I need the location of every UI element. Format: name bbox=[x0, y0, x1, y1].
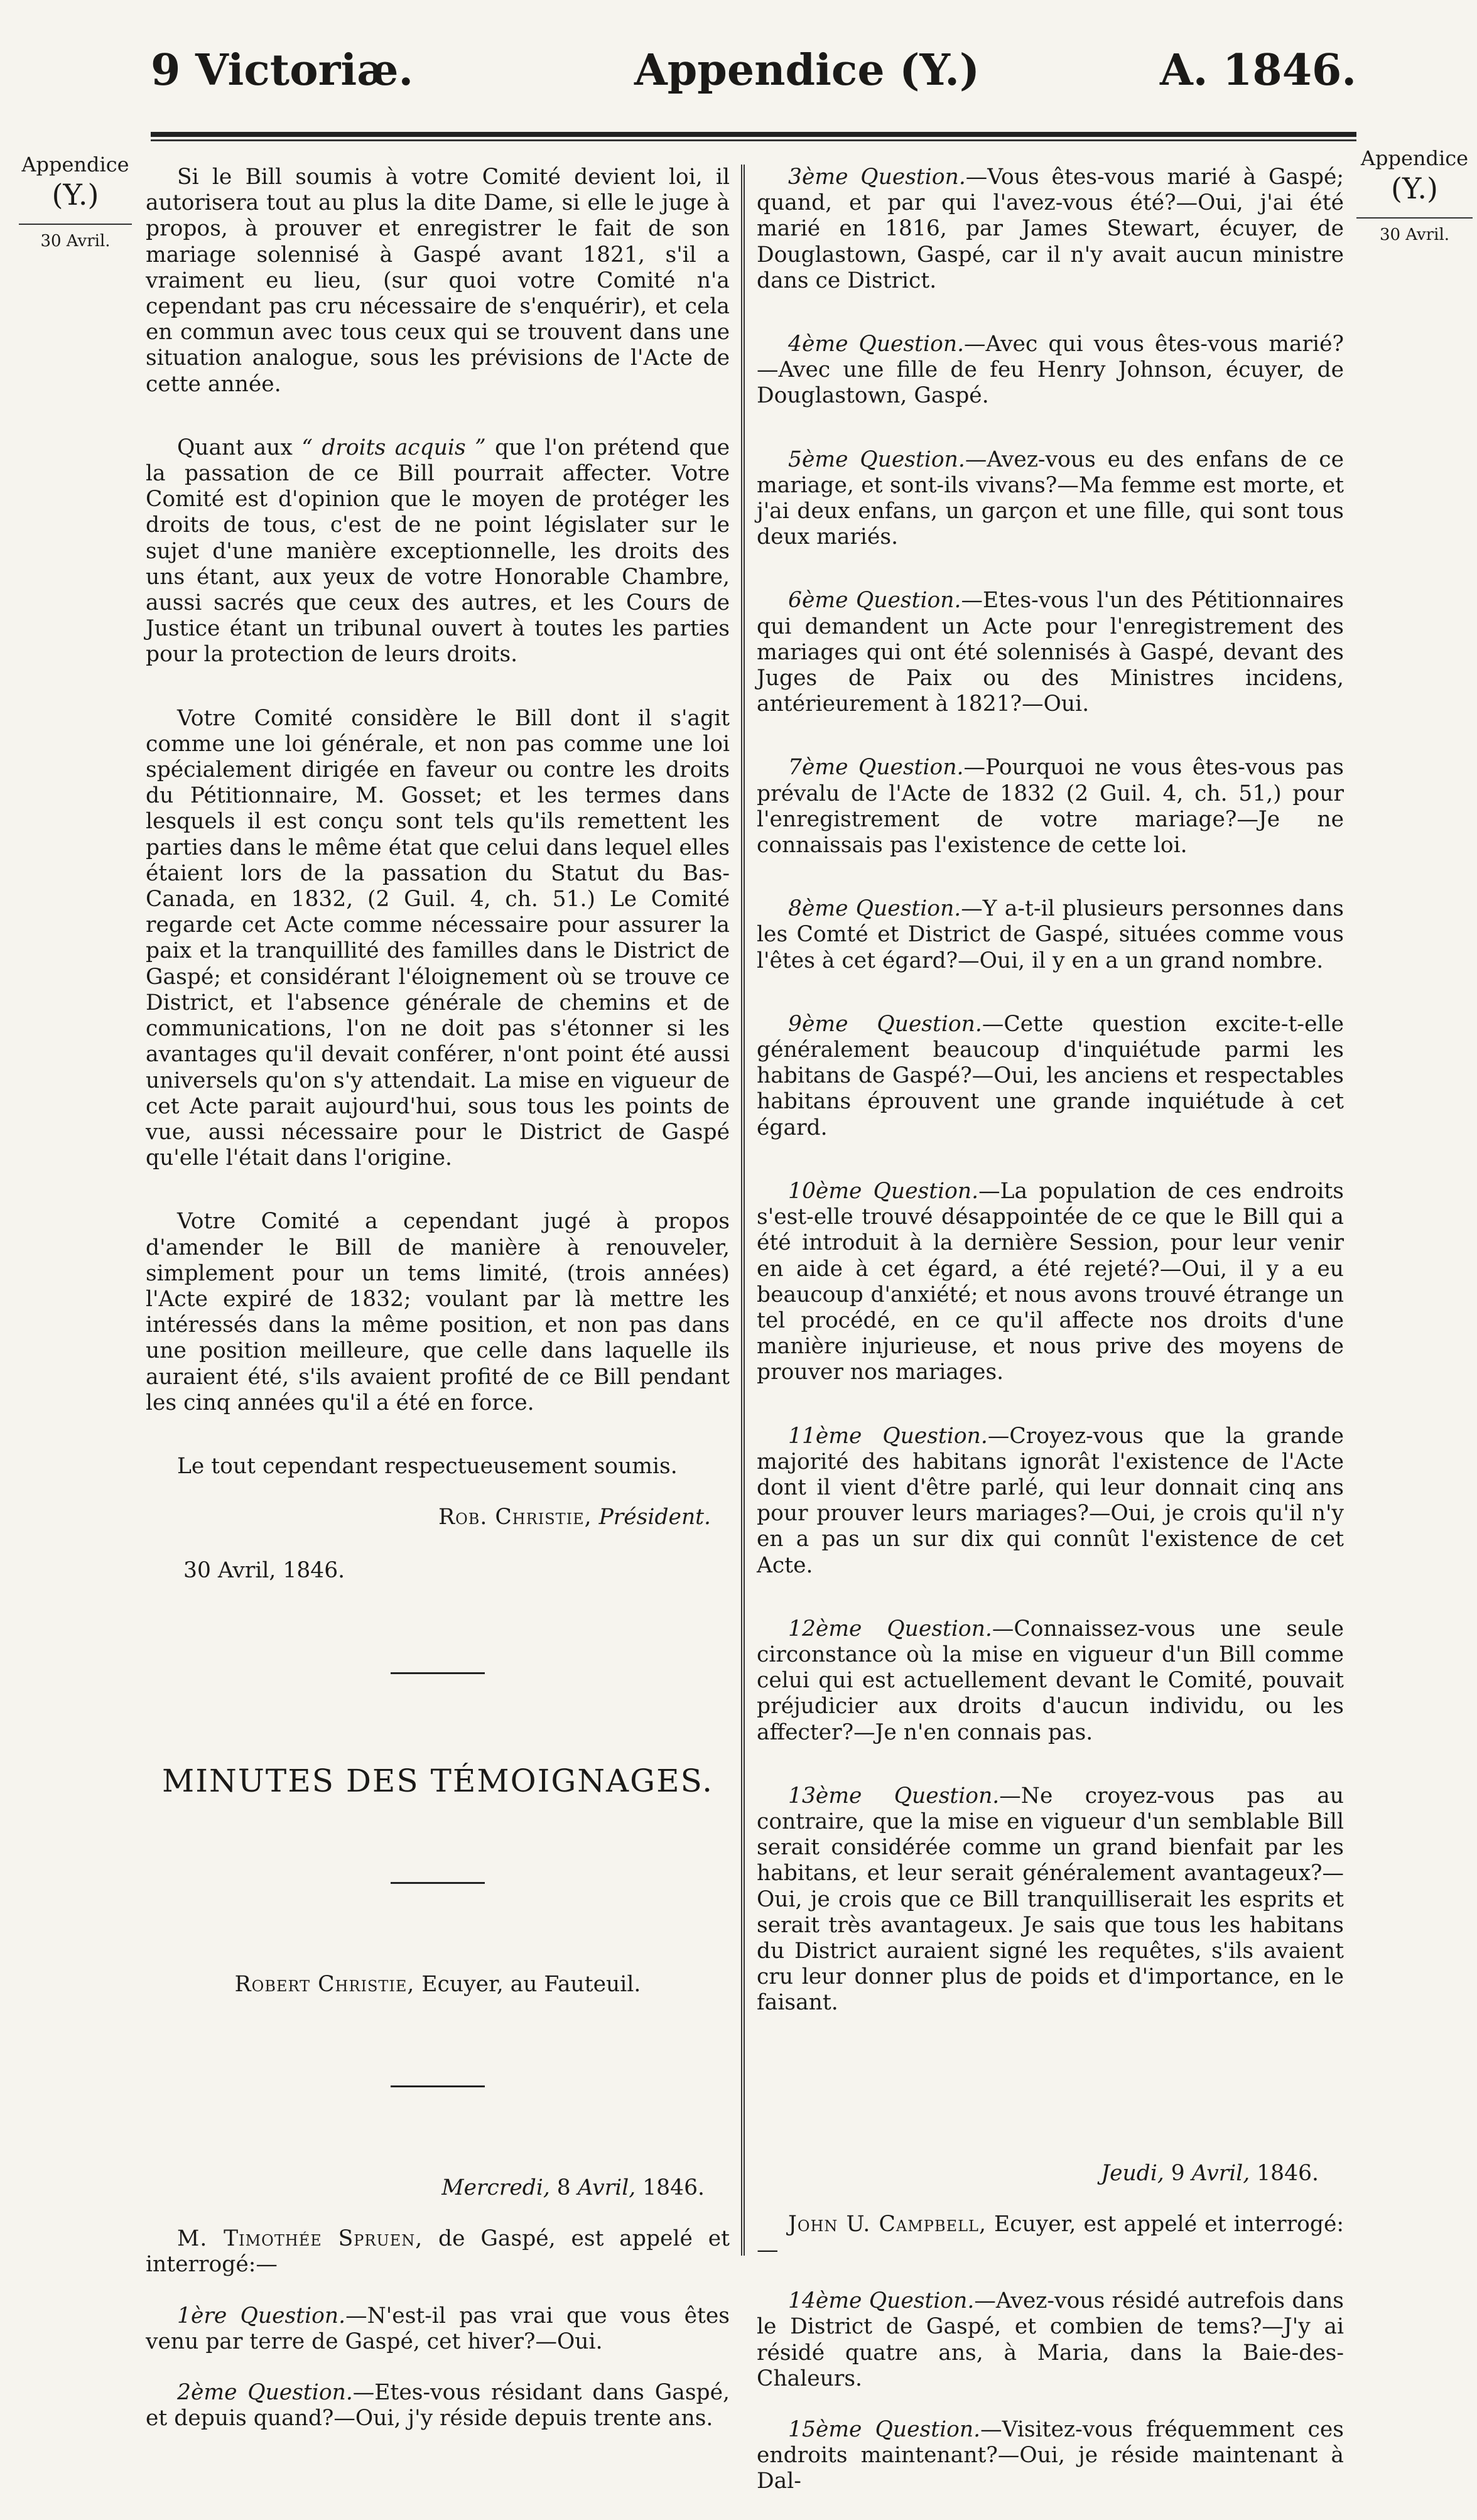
section-rule bbox=[391, 1672, 485, 1674]
page-header bbox=[151, 45, 1356, 114]
report-closing: Le tout cependant respectueusement soumis. bbox=[177, 1453, 678, 1479]
witness-intro: John U. Campbell, Ecuyer, est appelé et interrogé:— bbox=[757, 2211, 1344, 2263]
report-paragraph: Votre Comité considère le Bill dont il s'agit comme une loi générale, et non pas comme une loi spécialement dirigée en faveur ou contre les droits du Pétitionnaire, M. Gosset; et les termes dans lesquels il est conçu sont tels qu'ils remettent les parties dans le même état que celui dans lequel elles étaient lors de la passation du Statut du Bas-Canada, en 1832, (2 Guil. 4, ch. 51.) Le Comité regarde cet Acte comme nécessaire pour assurer la paix et la tranquillité des familles dans le District de Gaspé; et considérant l'éloignement où se trouve ce District, et l'absence générale de chemins et de communications, l'on ne doit pas s'étonner si les avantages qu'il devait conférer, n'ont point été aussi universels qu'on s'y attendait. La mise en vigueur de cet Acte parait aujourd'hui, sous tous les points de vue, aussi nécessaire pour le District de Gaspé qu'elle l'était dans l'origine. bbox=[146, 705, 730, 1171]
question-entry: 7ème Question.—Pourquoi ne vous êtes-vous pas prévalu de l'Acte de 1832 (2 Guil. 4, ch. 51,) pour l'enregistrement de votre mariage?—Je ne connaissais pas l'existence de cette loi. bbox=[757, 755, 1344, 858]
header-session: 9 Victoriæ. bbox=[151, 45, 414, 95]
margin-note-left bbox=[19, 152, 132, 251]
left-column bbox=[146, 165, 730, 2457]
margin-appendix-letter: (Y.) bbox=[1391, 171, 1438, 205]
report-paragraph: Quant aux “ droits acquis ” que l'on prétend que la passation de ce Bill pourrait affecter. Votre Comité est d'opinion que le moyen de protéger les droits de tous, c'est de ne point législater sur le sujet d'une manière exceptionnelle, les droits des uns étant, aux yeux de votre Honorable Chambre, aussi sacrés que ceux des autres, et les Cours de Justice étant un tribunal ouvert à toutes les parties pour la protection de leurs droits. bbox=[146, 435, 730, 668]
margin-date: 30 Avril. bbox=[19, 224, 132, 252]
margin-appendix-label: Appendice bbox=[21, 153, 129, 176]
minutes-title: MINUTES DES TÉMOIGNAGES. bbox=[162, 1762, 713, 1799]
report-paragraph: Si le Bill soumis à votre Comité devient loi, il autorisera tout au plus la dite Dame, si elle le juge à propos, à prouver et enregistrer le fait de son mariage solennisé à Gaspé avant 1821, s'il a vraiment eu lieu, (sur quoi votre Comité n'a cependant pas cru nécessaire de s'enquérir), et cela en commun avec tous ceux qui se trouvent dans une situation analogue, sous les prévisions de l'Acte de cette année. bbox=[146, 165, 730, 397]
margin-note-right bbox=[1356, 146, 1473, 245]
header-rule-thick bbox=[151, 132, 1356, 137]
right-column bbox=[757, 165, 1344, 2520]
question-entry: 12ème Question.—Connaissez-vous une seule circonstance où la mise en vigueur d'un Bill comme celui qui est actuellement devant le Comité, pouvait préjudicier aux droits d'aucun individu, ou les affecter?—Je n'en connais pas. bbox=[757, 1616, 1344, 1745]
section-rule bbox=[391, 1882, 485, 1884]
report-paragraph: Votre Comité a cependant jugé à propos d'amender le Bill de manière à renouveler, simplement pour un tems limité, (trois années) l'Acte expiré de 1832; voulant par là mettre les intéressés dans la même position, et non pas dans une position meilleure, que celle dans laquelle ils auraient été, s'ils avaient profité de ce Bill pendant les cinq années qu'il a été en force. bbox=[146, 1209, 730, 1415]
question-entry: 8ème Question.—Y a-t-il plusieurs personnes dans les Comté et District de Gaspé, situées comme vous l'êtes à cet égard?—Oui, il y en a un grand nombre. bbox=[757, 896, 1344, 973]
margin-appendix-label: Appendice bbox=[1360, 146, 1469, 170]
sitting-date: Mercredi, 8 Avril, 1846. bbox=[441, 2175, 705, 2200]
sitting-date: Jeudi, 9 Avril, 1846. bbox=[1101, 2160, 1319, 2186]
question-entry: 14ème Question.—Avez-vous résidé autrefois dans le District de Gaspé, et combien de tems?—J'y ai résidé quatre ans, à Maria, dans la Baie-des-Chaleurs. bbox=[757, 2288, 1344, 2391]
witness-intro: M. Timothée Spruen, de Gaspé, est appelé et interrogé:— bbox=[146, 2226, 730, 2278]
question-entry: 10ème Question.—La population de ces endroits s'est-elle trouvé désappointée de ce que le Bill qui a été introduit à la dernière Session, pour leur venir en aide à cet égard, a été rejeté?—Oui, il y a eu beaucoup d'anxiété; et nous avons trouvé étrange un tel procédé, en ce qu'il affecte nos droits d'une manière injurieuse, et nous prive des moyens de prouver nos mariages. bbox=[757, 1178, 1344, 1385]
question-entry: 5ème Question.—Avez-vous eu des enfans de ce mariage, et sont-ils vivans?—Ma femme est morte, et j'ai deux enfans, un garçon et une fille, qui sont tous deux mariés. bbox=[757, 446, 1344, 550]
question-entry: 1ère Question.—N'est-il pas vrai que vous êtes venu par terre de Gaspé, cet hiver?—Oui. bbox=[146, 2303, 730, 2354]
header-rule-thin bbox=[151, 139, 1356, 141]
column-divider bbox=[741, 165, 745, 2256]
report-date: 30 Avril, 1846. bbox=[183, 1558, 345, 1584]
question-entry: 9ème Question.—Cette question excite-t-elle généralement beaucoup d'inquiétude parmi les habitans de Gaspé?—Oui, les anciens et respectables habitans éprouvent une grande inquiétude à cet égard. bbox=[757, 1011, 1344, 1140]
question-entry: 15ème Question.—Visitez-vous fréquemment ces endroits maintenant?—Oui, je réside maintenant à Dal- bbox=[757, 2417, 1344, 2494]
chair-line: Robert Christie, Ecuyer, au Fauteuil. bbox=[234, 1971, 641, 1997]
margin-appendix-letter: (Y.) bbox=[51, 178, 99, 212]
question-entry: 6ème Question.—Etes-vous l'un des Pétitionnaires qui demandent un Acte pour l'enregistrement des mariages qui ont été solennisés à Gaspé, devant des Juges de Paix ou des Ministres incidens, antérieurement à 1821?—Oui. bbox=[757, 588, 1344, 717]
header-appendix: Appendice (Y.) bbox=[634, 45, 980, 95]
question-entry: 3ème Question.—Vous êtes-vous marié à Gaspé; quand, et par qui l'avez-vous été?—Oui, j'ai été marié en 1816, par James Stewart, écuyer, de Douglastown, Gaspé, car il n'y avait aucun ministre dans ce District. bbox=[757, 165, 1344, 293]
question-entry: 11ème Question.—Croyez-vous que la grande majorité des habitans ignorât l'existence de l'Acte dont il vient d'être parlé, qui leur donnait cinq ans pour prouver leurs mariages?—Oui, je crois qu'il n'y en a pas un sur dix qui connût l'existence de cet Acte. bbox=[757, 1423, 1344, 1578]
question-entry: 13ème Question.—Ne croyez-vous pas au contraire, que la mise en vigueur d'un semblable Bill serait considérée comme un grand bienfait par les habitans, et leur serait généralement avantageux?—Oui, je crois que ce Bill tranquilliserait les esprits et serait très avantageux. Je sais que tous les habitans du District auraient signé les requêtes, s'ils avaient cru leur donner plus de poids et d'importance, en le faisant. bbox=[757, 1783, 1344, 2016]
signature: Rob. Christie, Président. bbox=[438, 1505, 711, 1530]
question-entry: 2ème Question.—Etes-vous résidant dans Gaspé, et depuis quand?—Oui, j'y réside depuis trente ans. bbox=[146, 2379, 730, 2431]
question-entry: 4ème Question.—Avec qui vous êtes-vous marié?—Avec une fille de feu Henry Johnson, écuyer, de Douglastown, Gaspé. bbox=[757, 332, 1344, 409]
header-year: A. 1846. bbox=[1159, 45, 1356, 95]
margin-date: 30 Avril. bbox=[1356, 217, 1473, 246]
